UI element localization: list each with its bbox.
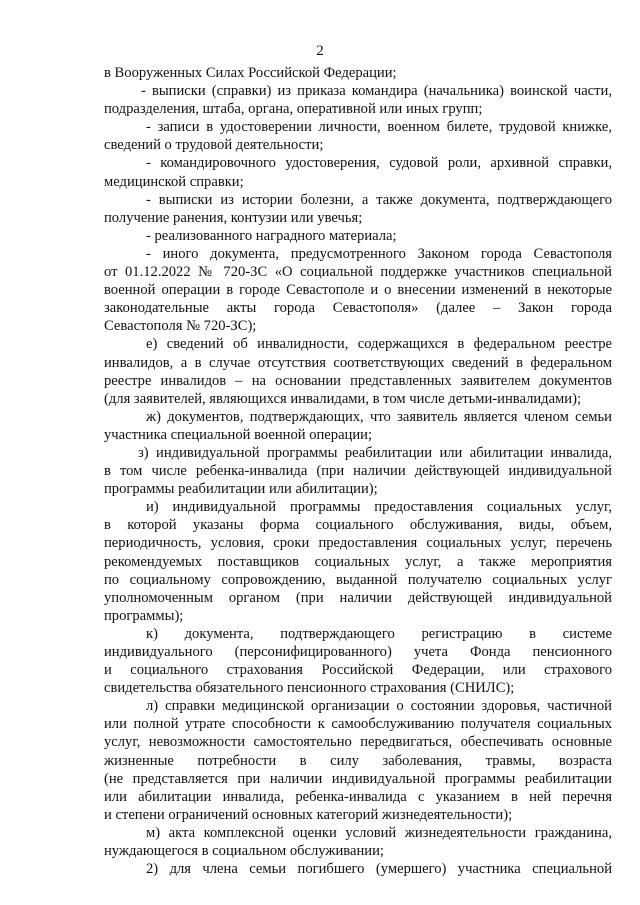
- text-line: и социального страхования Российской Федерации, или страхового: [104, 662, 612, 679]
- text-line: уполномоченным органом (при наличии действующей индивидуальной: [104, 589, 612, 606]
- document-body: [104, 64, 612, 878]
- text-line: и степени ограничений основных категорий жизнедеятельности);: [104, 806, 513, 823]
- text-line: инвалидов, а в случае отсутствия соответствующих сведений в федеральном: [104, 354, 612, 371]
- text-line: 2) для члена семьи погибшего (умершего) участника специальной: [146, 861, 612, 878]
- page-number: 2: [316, 43, 324, 59]
- text-line: программы);: [104, 607, 184, 624]
- text-line: военной операции в городе Севастополе и о внесении изменений в некоторые: [104, 282, 612, 299]
- text-line: от 01.12.2022 № 720-ЗС «О социальной поддержке участников специальной: [104, 264, 612, 281]
- text-line: - реализованного наградного материала;: [146, 227, 397, 244]
- text-line: - иного документа, предусмотренного Законом города Севастополя: [146, 245, 612, 262]
- text-line: - выписки (справки) из приказа командира (начальника) воинской части,: [141, 83, 612, 100]
- text-line: (не представляется при наличии индивидуальной программы реабилитации: [104, 770, 612, 787]
- text-line: законодательные акты города Севастополя» (далее – Закон города: [104, 300, 612, 317]
- text-line: или абилитации инвалида, ребенка-инвалида с указанием в ней перечня: [104, 788, 612, 805]
- text-line: участника специальной военной операции;: [104, 426, 373, 443]
- text-line: рекомендуемых поставщиков социальных услуг, а также мероприятия: [104, 553, 612, 570]
- text-line: подразделения, штаба, органа, оперативной или иных групп;: [104, 101, 483, 118]
- text-line: жизненные потребности в силу заболевания, травмы, возраста: [104, 752, 612, 769]
- text-line: нуждающегося в социальном обслуживании;: [104, 843, 384, 860]
- text-line: ж) документов, подтверждающих, что заявитель является членом семьи: [146, 408, 612, 425]
- text-line: сведений о трудовой деятельности;: [104, 137, 324, 154]
- text-line: свидетельства обязательного пенсионного страхования (СНИЛС);: [104, 680, 515, 697]
- text-line: получение ранения, контузии или увечья;: [104, 209, 363, 226]
- text-line: по социальному сопровождению, выданной получателю социальных услуг: [104, 571, 612, 588]
- text-line: индивидуального (персонифицированного) учета Фонда пенсионного: [104, 644, 612, 660]
- text-line: услуг, невозможности самостоятельно передвигаться, обеспечивать основные: [104, 734, 612, 751]
- text-line: в том числе ребенка-инвалида (при наличии действующей индивидуальной: [104, 463, 612, 480]
- text-line: медицинской справки;: [104, 173, 244, 190]
- text-line: - выписки из истории болезни, а также документа, подтверждающего: [146, 191, 612, 208]
- text-line: и) индивидуальной программы предоставления социальных услуг,: [146, 499, 612, 516]
- text-line: программы реабилитации или абилитации);: [104, 481, 378, 498]
- text-line: Севастополя № 720-ЗС);: [104, 318, 257, 335]
- text-line: - командировочного удостоверения, судовой роли, архивной справки,: [146, 155, 612, 172]
- text-line: - записи в удостоверении личности, военном билете, трудовой книжке,: [146, 119, 612, 136]
- text-line: (для заявителей, являющихся инвалидами, в том числе детьми-инвалидами);: [104, 390, 582, 407]
- text-line: е) сведений об инвалидности, содержащихся в федеральном реестре: [146, 336, 612, 353]
- text-line: з) индивидуальной программы реабилитации или абилитации инвалида,: [138, 444, 612, 461]
- text-line: периодичность, условия, сроки предоставления социальных услуг, перечень: [104, 535, 612, 552]
- text-line: л) справки медицинской организации о состоянии здоровья, частичной: [146, 698, 612, 715]
- text-line: реестре инвалидов – на основании представленных заявителем документов: [104, 372, 612, 389]
- text-line: в Вооруженных Силах Российской Федерации;: [104, 65, 397, 81]
- text-line: м) акта комплексной оценки условий жизнедеятельности гражданина,: [146, 824, 612, 841]
- text-line: к) документа, подтверждающего регистрацию в системе: [146, 625, 612, 642]
- text-line: или полной утрате способности к самообслуживанию получателя социальных: [104, 716, 612, 733]
- text-line: в которой указаны форма социального обслуживания, виды, объем,: [104, 517, 612, 534]
